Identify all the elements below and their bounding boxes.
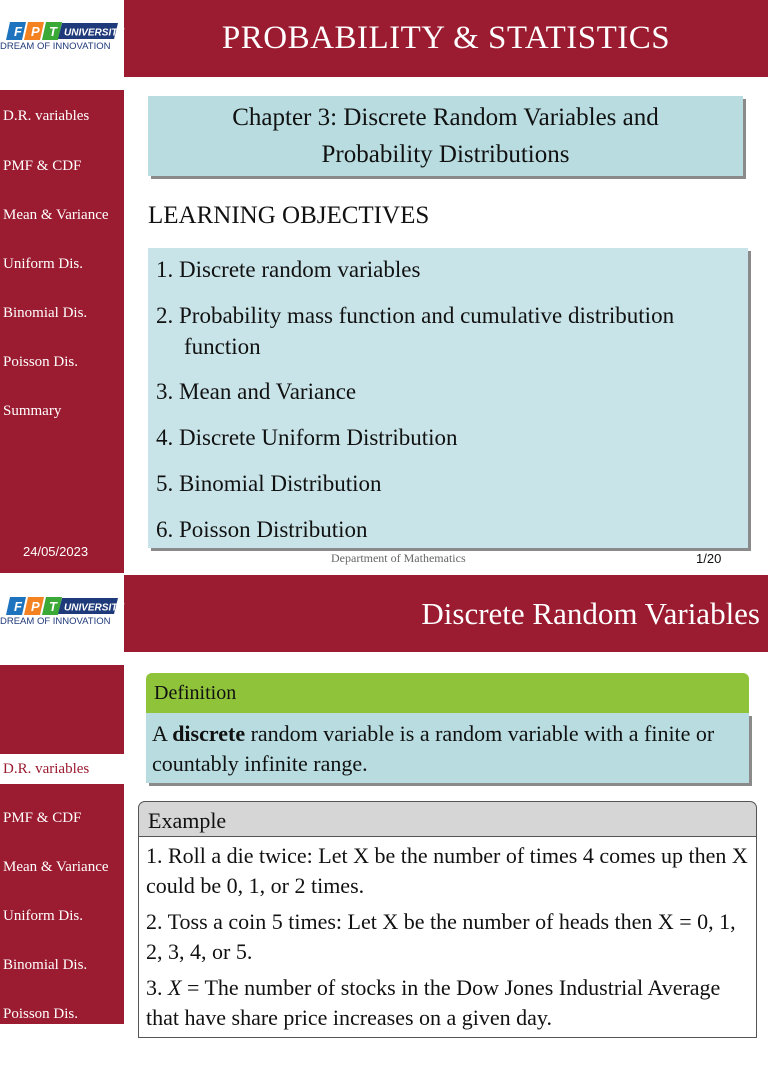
chapter-title-line1: Chapter 3: Discrete Random Variables and	[232, 104, 659, 131]
slide-header	[0, 0, 768, 77]
sidebar-item-uniform[interactable]: Uniform Dis.	[3, 908, 83, 924]
logo-tagline: DREAM OF INNOVATION	[0, 616, 111, 627]
logo-tagline: DREAM OF INNOVATION	[0, 41, 111, 52]
sidebar-item-summary[interactable]: Summary	[3, 403, 62, 419]
sidebar-nav	[0, 77, 124, 573]
example-item: 2. Toss a coin 5 times: Let X be the number of heads then X = 0, 1, 2, 3, 4, or 5.	[146, 909, 736, 964]
sidebar-item-dr-variables[interactable]: D.R. variables	[3, 108, 90, 124]
objective-item: 2. Probability mass function and cumulative distribution	[156, 303, 675, 328]
objective-item: 5. Binomial Distribution	[156, 471, 382, 496]
svg-text:UNIVERSITY: UNIVERSITY	[64, 602, 125, 614]
objectives-list	[148, 248, 748, 548]
definition-keyword: discrete	[172, 721, 246, 746]
slide-2	[0, 575, 768, 1071]
example-text: = The number of stocks in the Dow Jones Industrial Average that have share price increases on a given day.	[146, 975, 721, 1030]
footer-department: Department of Mathematics	[331, 551, 466, 565]
sidebar-nav	[0, 652, 124, 1071]
footer-page-number: 1/20	[696, 551, 722, 566]
objective-item: 1. Discrete random variables	[156, 257, 421, 282]
chapter-title-line2: Probability Distributions	[321, 141, 570, 168]
svg-text:P: P	[31, 24, 40, 39]
sidebar-item-pmf-cdf[interactable]: PMF & CDF	[3, 810, 82, 826]
objective-item: 4. Discrete Uniform Distribution	[156, 425, 458, 450]
svg-text:UNIVERSITY: UNIVERSITY	[64, 27, 125, 39]
page-title: PROBABILITY & STATISTICS	[221, 20, 671, 56]
sidebar-item-mean-variance[interactable]: Mean & Variance	[3, 859, 109, 875]
svg-text:P: P	[31, 599, 40, 614]
university-logo	[0, 575, 124, 652]
university-logo	[0, 0, 124, 77]
example-box	[138, 836, 757, 1038]
chapter-title-box	[148, 96, 743, 176]
page-title: Discrete Random Variables	[421, 596, 760, 631]
sidebar-item-mean-variance[interactable]: Mean & Variance	[3, 207, 109, 223]
sidebar-item-poisson[interactable]: Poisson Dis.	[3, 1006, 79, 1022]
sidebar-item-summary[interactable]: Summary	[3, 1055, 62, 1071]
sidebar-item-poisson[interactable]: Poisson Dis.	[3, 354, 79, 370]
objective-item: 3. Mean and Variance	[156, 379, 357, 404]
sidebar-divider	[0, 77, 124, 90]
fpt-logo-icon	[6, 22, 125, 40]
fpt-logo-icon	[6, 597, 125, 615]
objectives-heading: LEARNING OBJECTIVES	[148, 202, 430, 229]
definition-label: Definition	[154, 682, 237, 704]
sidebar-item-pmf-cdf[interactable]: PMF & CDF	[3, 158, 82, 174]
objective-item-continued: function	[184, 334, 261, 359]
sidebar-divider	[0, 652, 124, 665]
example-variable: X	[168, 975, 182, 1000]
sidebar-item-binomial[interactable]: Binomial Dis.	[3, 305, 88, 321]
example-item	[146, 973, 751, 1033]
objective-item: 6. Poisson Distribution	[156, 517, 368, 542]
svg-text:F: F	[14, 599, 22, 614]
svg-text:T: T	[49, 24, 57, 39]
svg-text:F: F	[14, 24, 22, 39]
example-number: 3.	[146, 975, 168, 1000]
example-header	[138, 801, 757, 836]
svg-text:T: T	[49, 599, 57, 614]
definition-box	[146, 713, 749, 783]
slide-header	[0, 575, 768, 652]
definition-header	[146, 673, 749, 713]
definition-text	[152, 719, 742, 779]
sidebar-item-binomial[interactable]: Binomial Dis.	[3, 957, 88, 973]
sidebar-item-uniform[interactable]: Uniform Dis.	[3, 256, 83, 272]
example-label: Example	[148, 808, 227, 833]
example-item: 1. Roll a die twice: Let X be the number of times 4 comes up then X could be 0, 1, or 2 times.	[146, 843, 748, 898]
definition-text-end: random variable is a random variable with a finite or countably infinite range.	[152, 721, 715, 776]
sidebar-item-dr-variables[interactable]: D.R. variables	[0, 754, 124, 784]
definition-text-start: A	[152, 721, 173, 746]
slide-date: 24/05/2023	[23, 544, 89, 559]
